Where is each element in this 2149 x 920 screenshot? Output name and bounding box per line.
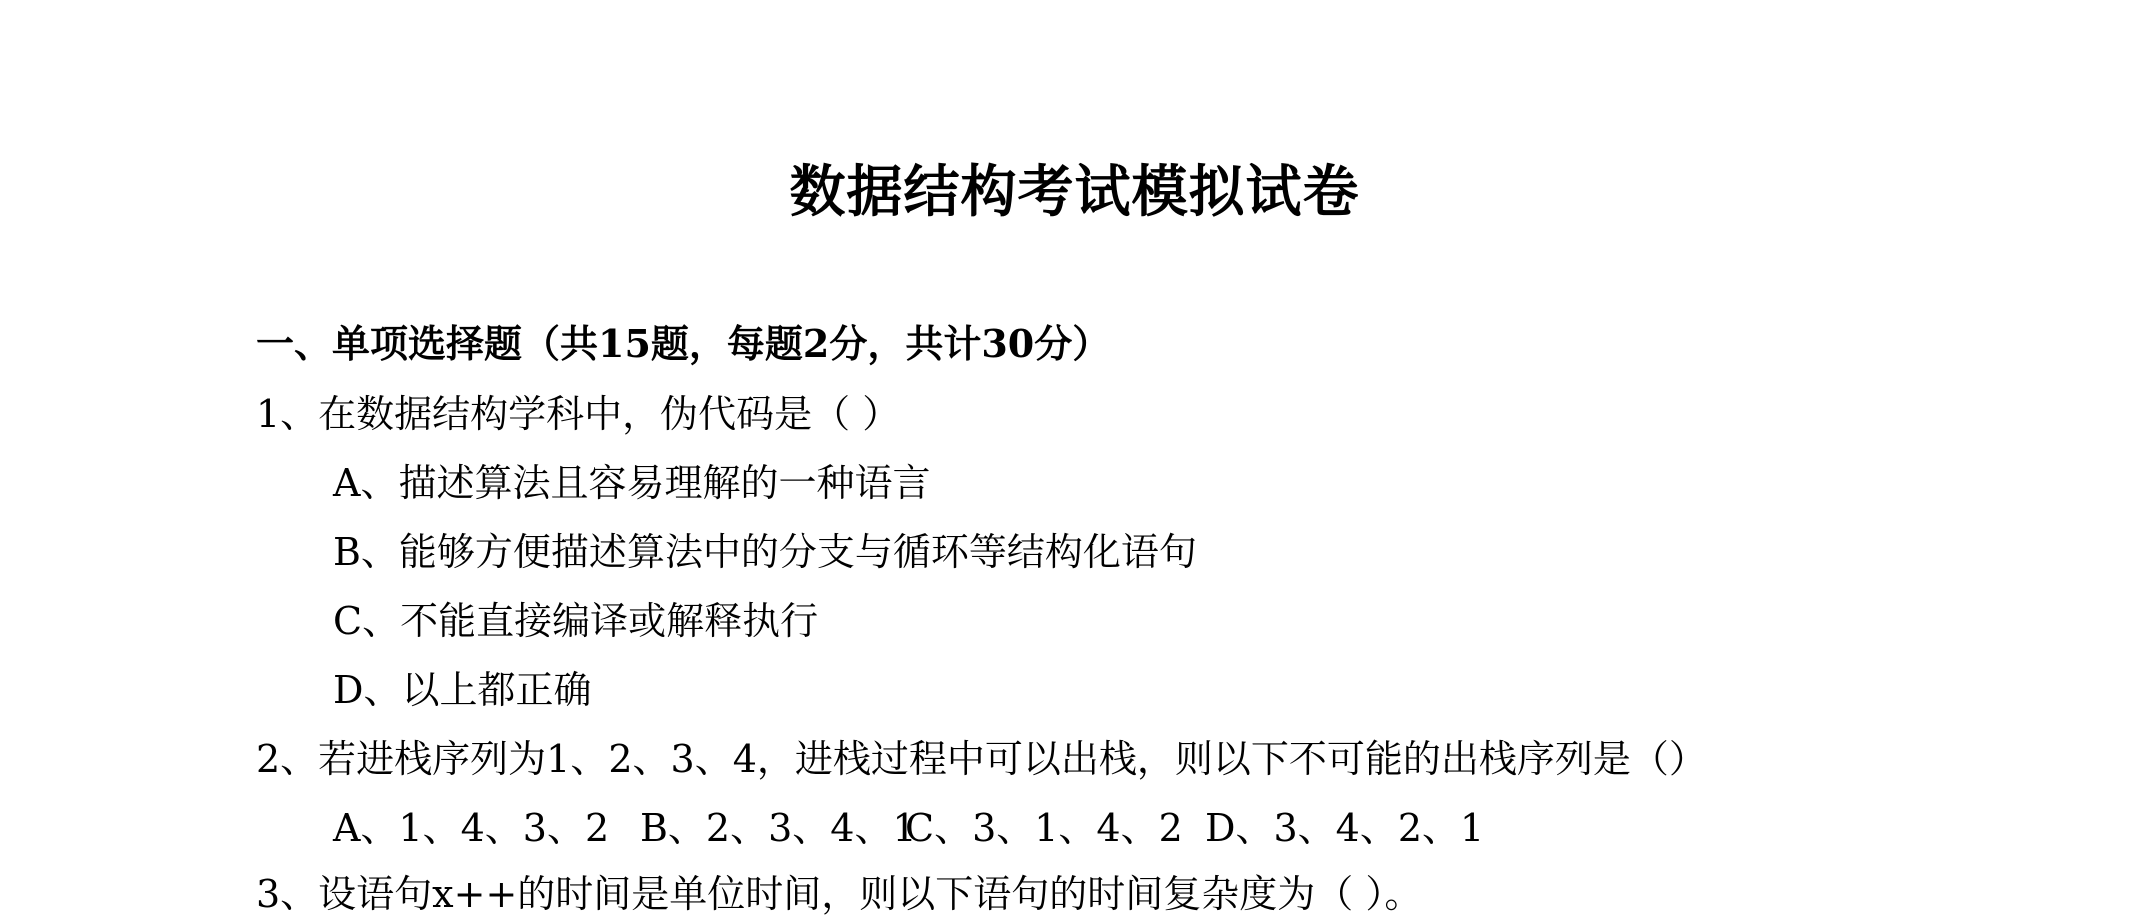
question-2-option-a: A、1、4、3、2	[333, 806, 610, 850]
question-1-stem: 1、在数据结构学科中，伪代码是（ ）	[256, 392, 901, 436]
page-title: 数据结构考试模拟试卷	[789, 159, 1360, 225]
question-2-stem: 2、若进栈序列为1、2、3、4，进栈过程中可以出栈，则以下不可能的出栈序列是（）	[256, 737, 1707, 781]
question-2-option-b: B、2、3、4、1	[640, 806, 917, 850]
question-1-option-c: C、不能直接编译或解释执行	[333, 599, 819, 643]
question-1-option-a: A、描述算法且容易理解的一种语言	[333, 461, 931, 505]
question-3-stem: 3、设语句x++的时间是单位时间，则以下语句的时间复杂度为（ ）。	[256, 872, 1423, 916]
question-2-option-c: C、3、1、4、2	[905, 806, 1183, 850]
question-1-option-d: D、以上都正确	[333, 668, 592, 712]
section-heading: 一、单项选择题（共15题，每题2分，共计30分）	[256, 321, 1111, 366]
question-2-option-d: D、3、4、2、1	[1205, 806, 1485, 850]
question-1-option-b: B、能够方便描述算法中的分支与循环等结构化语句	[333, 530, 1197, 574]
